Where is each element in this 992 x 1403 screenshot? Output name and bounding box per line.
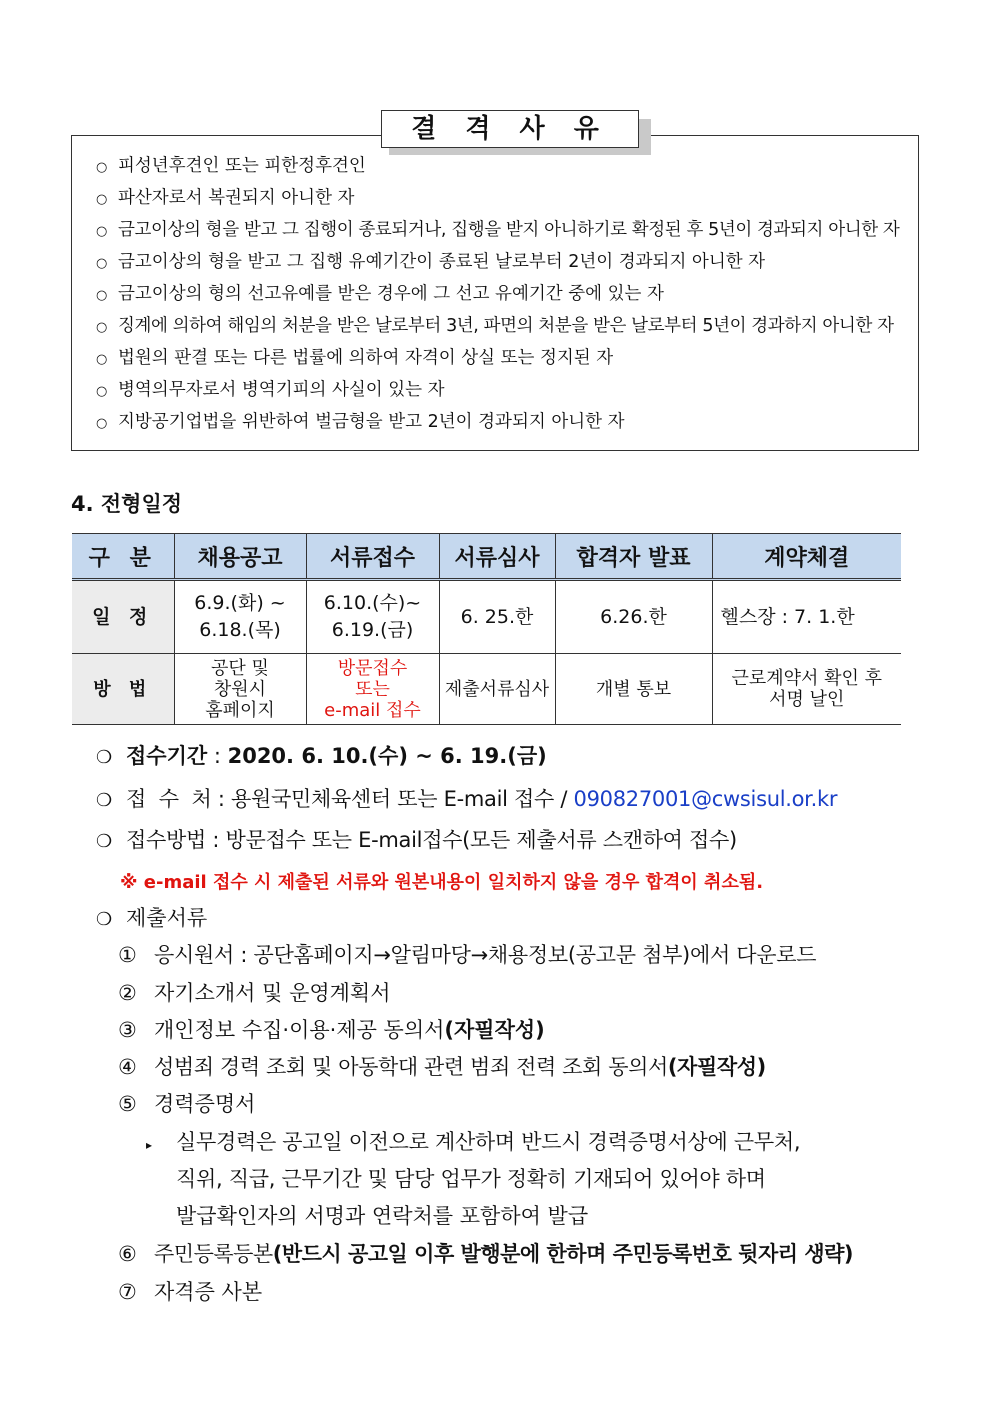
table-cell: 개별 통보 [555, 654, 712, 725]
bullet-icon: ○ [96, 320, 107, 335]
header-result: 합격자 발표 [555, 534, 712, 580]
bullet-icon: ○ [96, 352, 108, 367]
table-header-row [72, 534, 901, 580]
bullet-icon: ❍ [96, 909, 113, 930]
list-item: ② 자기소개서 및 운영계획서 [118, 981, 391, 1005]
list-item-continued: 직위, 직급, 근무기간 및 담당 업무가 정확히 기재되어 있어야 하며 [176, 1167, 766, 1191]
disqualification-title: 결 격 사 유 [381, 110, 639, 148]
disqualification-list [96, 150, 916, 438]
triangle-icon: ▸ [146, 1138, 152, 1152]
list-item: ○ 병역의무자로서 병역기피의 사실이 있는 자 [96, 374, 916, 406]
docs-heading: ❍ 제출서류 [96, 906, 208, 930]
email-link[interactable]: 090827001@cwsisul.or.kr [573, 787, 838, 811]
list-item-continued: 발급확인자의 서명과 연락처를 포함하여 발급 [176, 1204, 589, 1228]
list-item: ○ 금고이상의 형의 선고유예를 받은 경우에 그 선고 유예기간 중에 있는 자 [96, 278, 916, 310]
schedule-table [72, 533, 901, 725]
list-item: ○ 피성년후견인 또는 피한정후견인 [96, 150, 916, 182]
list-item: ○ 지방공기업법을 위반하여 벌금형을 받고 2년이 경과되지 아니한 자 [96, 406, 916, 438]
list-item: ○ 금고이상의 형을 받고 그 집행 유예기간이 종료된 날로부터 2년이 경과되지 아니한 자 [96, 246, 916, 278]
table-cell: 6.26.한 [555, 580, 712, 654]
list-item: ○ 징계에 의하여 해임의 처분을 받은 날로부터 3년, 파면의 처분을 받은 날로부터 5년이 경과하지 아니한 자 [96, 310, 916, 342]
list-item: ⑦ 자격증 사본 [118, 1280, 263, 1304]
list-item: ④ 성범죄 경력 조회 및 아동학대 관련 범죄 전력 조회 동의서(자필작성) [118, 1055, 766, 1079]
method-line: ❍ 접수방법 : 방문접수 또는 E-mail접수(모든 제출서류 스캔하여 접수) [96, 828, 737, 852]
bullet-icon: ○ [96, 384, 108, 399]
place-line: ❍ 접 수 처 : 용원국민체육센터 또는 E-mail 접수 / 090827001@cwsisul.or.kr [96, 787, 838, 811]
list-item: ○ 법원의 판결 또는 다른 법률에 의하여 자격이 상실 또는 정지된 자 [96, 342, 916, 374]
bullet-icon: ❍ [96, 790, 112, 811]
header-submission: 서류접수 [306, 534, 439, 580]
bullet-icon: ○ [96, 256, 108, 271]
list-item: ③ 개인정보 수집·이용·제공 동의서(자필작성) [118, 1018, 545, 1042]
header-category: 구 분 [72, 534, 174, 580]
bullet-icon: ○ [96, 416, 108, 431]
table-cell: 근로계약서 확인 후 서명 날인 [712, 654, 901, 725]
bullet-icon: ❍ [96, 747, 113, 768]
table-cell: 6.9.(화) ~ 6.18.(목) [174, 580, 306, 654]
table-cell: 공단 및 창원시 홈페이지 [174, 654, 306, 725]
section-heading: 4. 전형일정 [71, 492, 183, 516]
table-cell: 헬스장 : 7. 1.한 [712, 580, 901, 654]
bullet-icon: ❍ [96, 831, 112, 852]
list-item: ⑥ 주민등록등본(반드시 공고일 이후 발행분에 한하며 주민등록번호 뒷자리 생략) [118, 1242, 854, 1266]
row-label-method: 방 법 [72, 654, 174, 725]
header-contract: 계약체결 [712, 534, 901, 580]
header-announcement: 채용공고 [174, 534, 306, 580]
period-line: ❍ 접수기간 : 2020. 6. 10.(수) ~ 6. 19.(금) [96, 744, 547, 768]
table-cell: 방문접수 또는 e-mail 접수 [306, 654, 439, 725]
bullet-icon: ○ [96, 192, 108, 207]
bullet-icon: ○ [96, 160, 108, 175]
table-cell: 6. 25.한 [439, 580, 555, 654]
table-cell: 제출서류심사 [439, 654, 555, 725]
table-row [72, 654, 901, 725]
bullet-icon: ○ [96, 288, 108, 303]
notice-text: ※ e-mail 접수 시 제출된 서류와 원본내용이 일치하지 않을 경우 합격이 취소됨. [120, 872, 764, 893]
table-cell: 6.10.(수)~ 6.19.(금) [306, 580, 439, 654]
bullet-icon: ○ [96, 224, 107, 239]
row-label-schedule: 일 정 [72, 580, 174, 654]
list-item: ○ 금고이상의 형을 받고 그 집행이 종료되거나, 집행을 받지 아니하기로 확정된 후 5년이 경과되지 아니한 자 [96, 214, 916, 246]
list-item: ○ 파산자로서 복권되지 아니한 자 [96, 182, 916, 214]
list-item: ⑤ 경력증명서 [118, 1092, 256, 1116]
table-row [72, 580, 901, 654]
list-item: ① 응시원서 : 공단홈페이지→알림마당→채용정보(공고문 첨부)에서 다운로드 [118, 943, 817, 967]
list-item: ▸ 실무경력은 공고일 이전으로 계산하며 반드시 경력증명서상에 근무처, [146, 1130, 801, 1154]
header-review: 서류심사 [439, 534, 555, 580]
